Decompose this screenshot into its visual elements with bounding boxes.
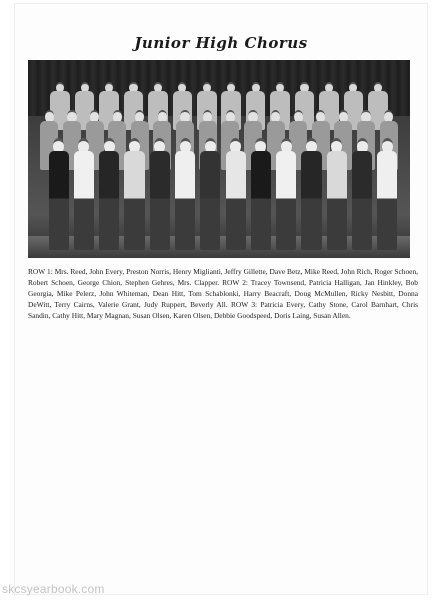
photo-caption: ROW 1: Mrs. Reed, John Every, Preston Norris, Henry Miglianti, Jeffry Gillette, Dave Betz, Mike Reed, John Rich, Roger Schoen, Robert Schoen, George Chion, Stephen Gehres, Mrs. Clapper. ROW 2: Tracey Townsend, Patricia Halligan, Jan Hinkley, Bob Georgia, Mike Pelerz, John Whiteman, Dean Hitt, Tom Schablonki, Harry Beacraft, Doug McMullen, Ricky Nesbitt, Donna DeWitt, Terry Cairns, Valerie Grant, Judy Ruppert, Beverly All. ROW 3: Patricia Every, Cathy Stone, Carol Barnhart, Chris Sandin, Cathy Hitt, Mary Magnan, Susan Olsen, Karen Olsen, Debbie Goodspeed, Doris Laing, Susan Allen. — [28, 267, 418, 320]
member-body — [251, 151, 271, 250]
member-body — [377, 151, 397, 250]
member-body — [200, 151, 220, 250]
chorus-member — [200, 138, 220, 250]
chorus-member — [175, 138, 195, 250]
member-body — [226, 151, 246, 250]
chorus-member — [327, 138, 347, 250]
site-watermark: skcsyearbook.com — [2, 582, 105, 596]
chorus-member — [150, 138, 170, 250]
page-title: Junior High Chorus — [134, 34, 308, 52]
member-body — [301, 151, 321, 250]
chorus-member — [377, 138, 397, 250]
member-body — [124, 151, 144, 250]
chorus-member — [226, 138, 246, 250]
chorus-member — [124, 138, 144, 250]
chorus-member — [352, 138, 372, 250]
chorus-member — [99, 138, 119, 250]
chorus-member — [301, 138, 321, 250]
member-body — [276, 151, 296, 250]
member-body — [150, 151, 170, 250]
chorus-member — [251, 138, 271, 250]
member-body — [74, 151, 94, 250]
chorus-member — [74, 138, 94, 250]
member-body — [327, 151, 347, 250]
chorus-member — [276, 138, 296, 250]
yearbook-page — [15, 4, 427, 594]
member-body — [352, 151, 372, 250]
chorus-member — [49, 138, 69, 250]
group-photo — [28, 60, 410, 258]
member-body — [99, 151, 119, 250]
member-body — [49, 151, 69, 250]
member-body — [175, 151, 195, 250]
